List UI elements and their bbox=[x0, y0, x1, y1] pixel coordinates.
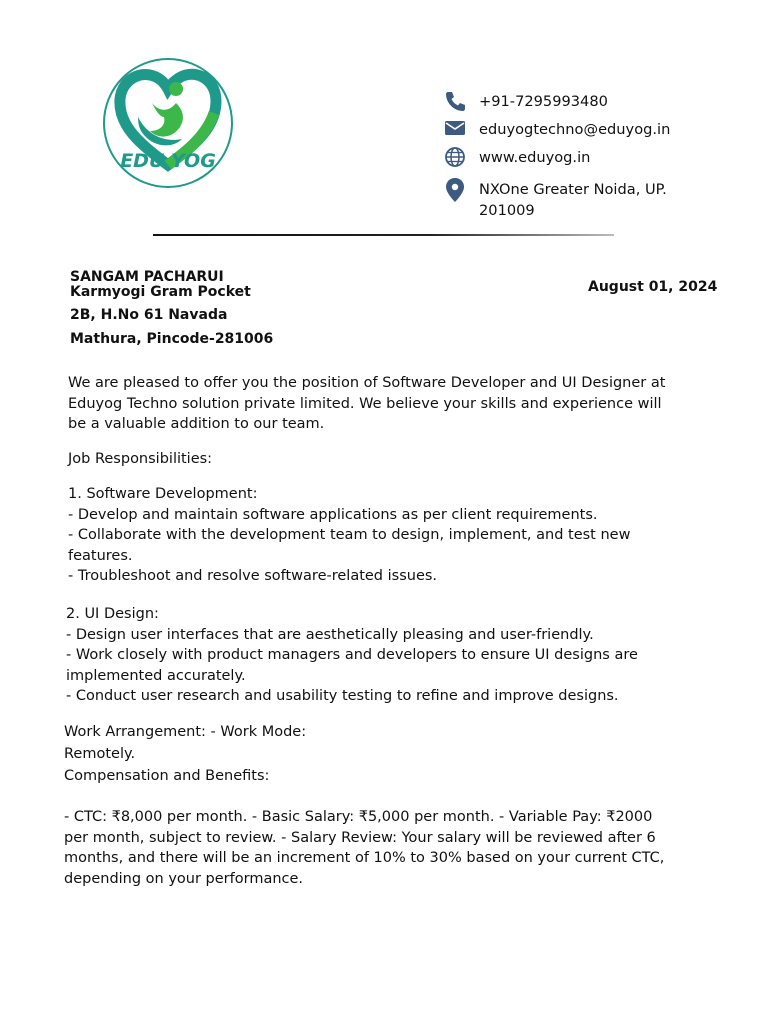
job-responsibilities-heading: Job Responsibilities: bbox=[68, 451, 213, 467]
work-arrangement-section bbox=[64, 721, 306, 787]
logo-brand-text: EDU YOG bbox=[120, 150, 216, 172]
list-item: - Collaborate with the development team to design, implement, and test new bbox=[68, 527, 631, 543]
list-item: - Design user interfaces that are aesthetically pleasing and user-friendly. bbox=[66, 626, 594, 643]
compensation-line: months, and there will be an increment of 10% to 30% based on your current CTC, bbox=[64, 850, 665, 866]
compensation-heading: Compensation and Benefits: bbox=[64, 768, 270, 784]
list-item: - Troubleshoot and resolve software-related issues. bbox=[68, 568, 438, 584]
ui-design-section bbox=[66, 604, 638, 707]
contact-phone: +91-7295993480 bbox=[479, 93, 608, 110]
intro-line: We are pleased to offer you the position of Software Developer and UI Designer at bbox=[68, 375, 666, 391]
work-mode-line: Work Arrangement: - Work Mode: bbox=[64, 724, 307, 740]
phone-icon bbox=[444, 90, 466, 112]
list-item: features. bbox=[68, 547, 133, 564]
list-item: - Conduct user research and usability testing to refine and improve designs. bbox=[66, 688, 619, 704]
location-pin-icon bbox=[444, 177, 466, 203]
recipient-address-line3: Mathura, Pincode-281006 bbox=[70, 331, 274, 347]
compensation-line: depending on your performance. bbox=[64, 870, 304, 887]
recipient-address-line1: Karmyogi Gram Pocket bbox=[70, 284, 251, 300]
company-logo bbox=[102, 47, 234, 199]
list-item: implemented accurately. bbox=[66, 667, 246, 684]
mail-icon bbox=[444, 119, 466, 141]
recipient-address-line2: 2B, H.No 61 Navada bbox=[70, 307, 228, 323]
contact-address-line2: 201009 bbox=[479, 202, 535, 219]
letter-date: August 01, 2024 bbox=[588, 279, 718, 295]
intro-line: be a valuable addition to our team. bbox=[68, 416, 325, 432]
contact-email: eduyogtechno@eduyog.in bbox=[479, 121, 671, 138]
compensation-line: per month, subject to review. - Salary Review: Your salary will be reviewed after 6 bbox=[64, 829, 656, 846]
intro-line: Eduyog Techno solution private limited. We believe your skills and experience will bbox=[68, 395, 662, 412]
section-title: 2. UI Design: bbox=[66, 606, 159, 622]
compensation-paragraph bbox=[64, 807, 664, 889]
list-item: - Work closely with product managers and developers to ensure UI designs are bbox=[66, 647, 638, 663]
compensation-line: - CTC: ₹8,000 per month. - Basic Salary: ₹5,000 per month. - Variable Pay: ₹2000 bbox=[64, 809, 653, 825]
intro-paragraph bbox=[68, 373, 665, 435]
header-divider bbox=[153, 234, 614, 236]
list-item: - Develop and maintain software applications as per client requirements. bbox=[68, 506, 598, 523]
work-mode-value: Remotely. bbox=[64, 746, 136, 762]
recipient-name: SANGAM PACHARUI bbox=[70, 269, 224, 285]
software-development-section bbox=[68, 484, 630, 587]
globe-icon bbox=[444, 146, 466, 168]
contact-website: www.eduyog.in bbox=[479, 149, 591, 166]
contact-address-line1: NXOne Greater Noida, UP. bbox=[479, 181, 667, 198]
section-title: 1. Software Development: bbox=[68, 486, 258, 502]
